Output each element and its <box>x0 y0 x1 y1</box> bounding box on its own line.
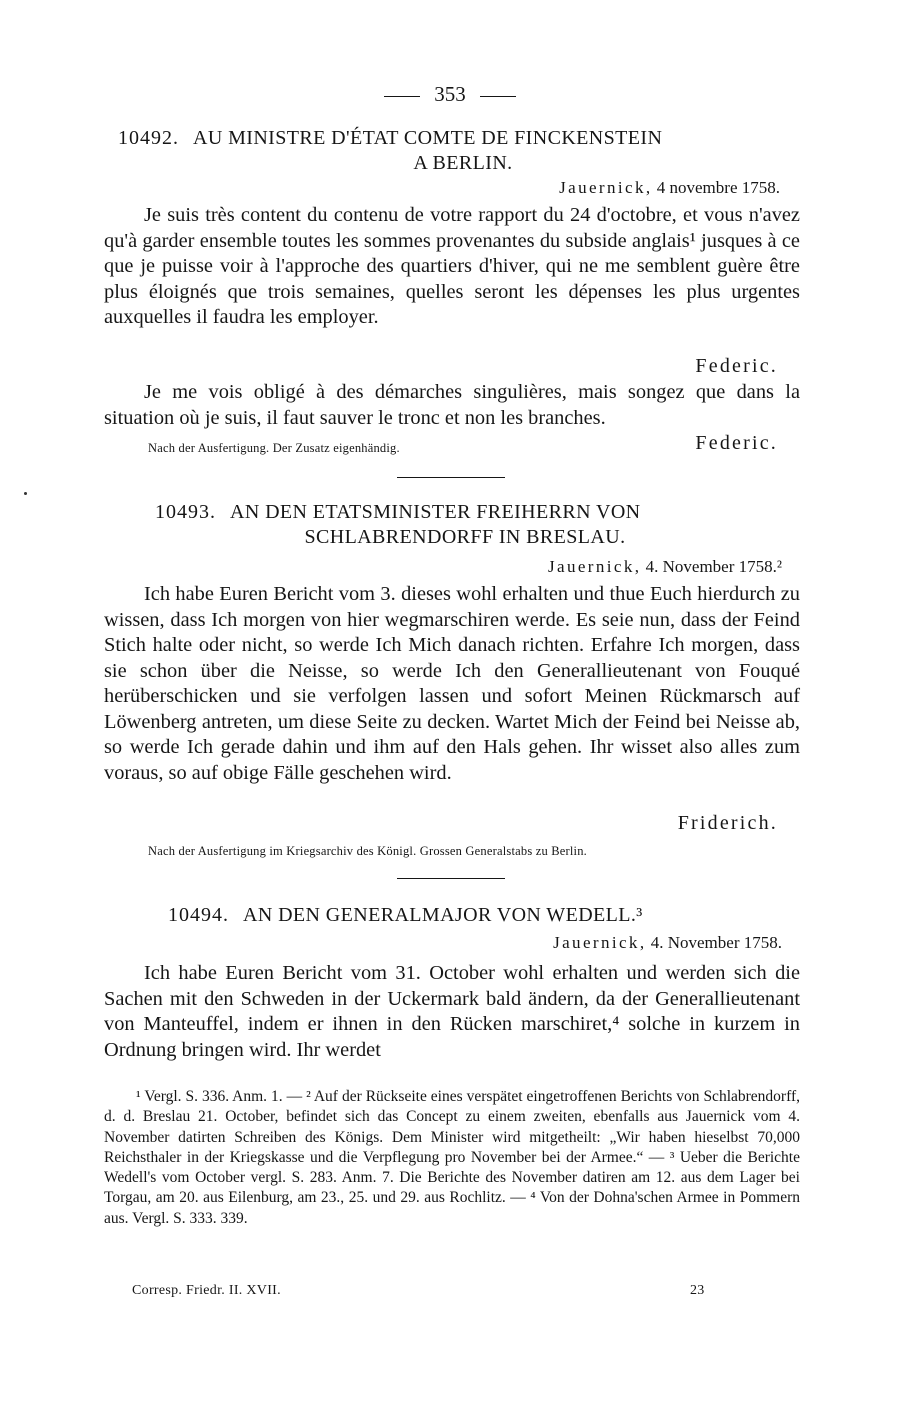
letter-10493-heading <box>155 500 775 550</box>
letter-10493-source-note: Nach der Ausfertigung im Kriegsarchiv des Königl. Grossen Generalstabs zu Berlin. <box>148 844 588 858</box>
letter-10494-dateline <box>400 933 782 953</box>
dateline-date: 4. November 1758. <box>650 933 782 952</box>
letter-10493-paragraph: Ich habe Euren Bericht vom 3. dieses wohl erhalten und thue Euch hierdurch zu wissen, dass Ich morgen von hier wegmarschiren werde. Es seie nun, dass der Feind Stich halte oder nicht, so werde Ich Mich danach richten. Erfahre Ich morgen, dass sie schon über die Neisse, so werde Ich den Generallieutenant von Fouqué herüberschicken und sie verfolgen lassen und sofort Meinen Rückmarsch auf Löwenberg antreten, um diese Seite zu decken. Wartet Mich der Feind bei Neisse ab, so werde Ich gerade dahin und ihm auf den Hals gehen. Ihr wisset also alles zum voraus, so auf obige Fälle geschehen wird. <box>104 583 800 784</box>
page-number-rule-right <box>480 96 516 97</box>
heading-line-1: AN DEN ETATSMINISTER FREIHERRN VON <box>230 501 641 523</box>
letter-10494-paragraph: Ich habe Euren Bericht vom 31. October wohl erhalten und werden sich die Sachen mit den Schweden in der Uckermark bald ändern, da der Generallieutenant von Manteuffel, indem er ihnen in den Rücken marschiret,⁴ solche in kurzem in Ordnung bringen wird. Ihr werdet <box>104 962 800 1061</box>
letter-10492-signature-2: Federic. <box>695 432 778 454</box>
dateline-place: Jauernick, <box>553 933 647 952</box>
letter-10492-dateline <box>400 178 780 198</box>
letter-10493-signature: Friderich. <box>677 812 778 834</box>
section-divider <box>397 477 505 478</box>
page-number: 353 <box>0 82 900 107</box>
heading-line-2: SCHLABRENDORFF IN BRESLAU. <box>304 526 626 548</box>
heading-line-1: AU MINISTRE D'ÉTAT COMTE DE FINCKENSTEIN <box>193 127 663 149</box>
letter-10492-signature-1: Federic. <box>695 355 778 377</box>
letter-10492-source-note: Nach der Ausfertigung. Der Zusatz eigenhändig. <box>148 441 400 455</box>
heading-line: AN DEN GENERALMAJOR VON WEDELL.³ <box>243 904 643 926</box>
signature-mark: 23 <box>690 1283 705 1298</box>
dateline-place: Jauernick, <box>548 557 642 576</box>
letter-number: 10493. <box>155 501 216 523</box>
letter-number: 10492. <box>118 127 179 149</box>
dateline-date: 4 novembre 1758. <box>656 178 780 197</box>
page-number-rule-left <box>384 96 420 97</box>
letter-10492-heading <box>118 126 808 176</box>
dateline-date: 4. November 1758.² <box>645 557 782 576</box>
footnotes-text: ¹ Vergl. S. 336. Anm. 1. — ² Auf der Rückseite eines verspätet eingetroffenen Berichts von Schlabrendorff, d. d. Breslau 21. October, befindet sich das Concept zu einem zweiten, ebenfalls aus Jauernick vom 4. November datirten Schreiben des Königs. Dem Minister wird mitgetheilt: „Wir haben hieselbst 70,000 Reichsthaler in der Kriegskasse und die Verpflegung pro November bei der Armee.“ — ³ Ueber die Berichte Wedell's vom October vergl. S. 283. Anm. 7. Die Berichte des November datiren am 12. aus dem Lager bei Torgau, am 20. aus Eilenburg, am 23., 25. und 29. aus Rochlitz. — ⁴ Von der Dohna'schen Armee in Pommern aus. Vergl. S. 333. 339. <box>104 1088 800 1227</box>
letter-number: 10494. <box>168 904 229 926</box>
section-divider <box>397 878 505 879</box>
heading-line-2: A BERLIN. <box>413 152 513 174</box>
letter-10492-paragraph-2: Je me vois obligé à des démarches singulières, mais songez que dans la situation où je suis, il faut sauver le tronc et non les branches. <box>104 381 800 429</box>
running-footer-left: Corresp. Friedr. II. XVII. <box>132 1283 281 1298</box>
letter-10493-dateline <box>400 557 782 577</box>
dateline-place: Jauernick, <box>559 178 653 197</box>
letter-10492-paragraph-1: Je suis très content du contenu de votre rapport du 24 d'octobre, et vous n'avez qu'à garder ensemble toutes les sommes provenantes du subside anglais¹ jusques à ce que je puisse voir à l'approche des quartiers d'hiver, qui ne me semblent guère être plus éloignés que trois semaines, quelles seront les dépenses les plus urgentes auxquelles il faudra les employer. <box>104 204 800 328</box>
footnotes <box>104 1087 800 1229</box>
letter-10494-heading <box>168 903 788 928</box>
margin-dot <box>24 492 27 495</box>
